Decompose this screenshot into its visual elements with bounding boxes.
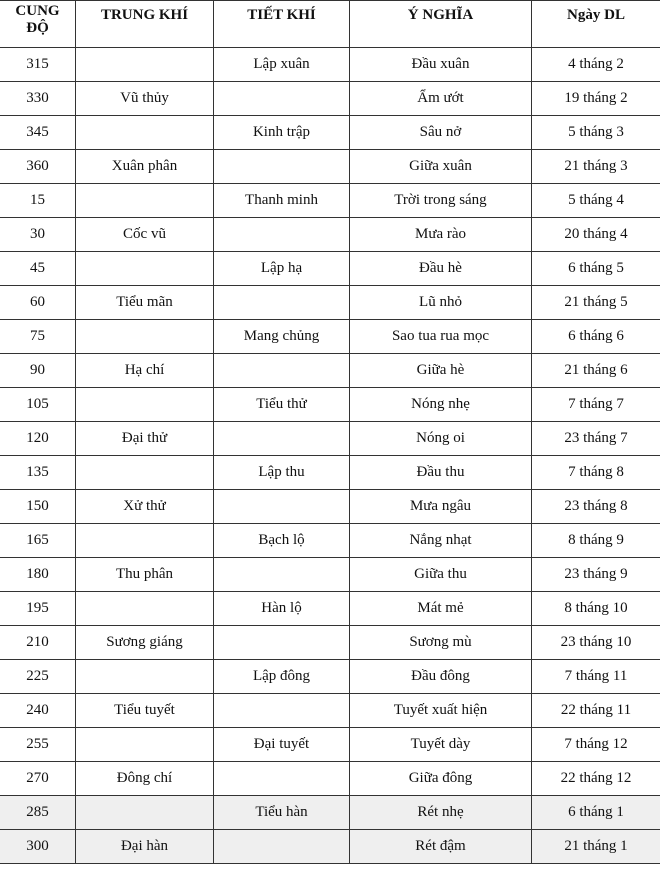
- cell-cung-do: 15: [0, 184, 76, 218]
- cell-y-nghia: Giữa hè: [350, 354, 532, 388]
- cell-y-nghia: Giữa xuân: [350, 150, 532, 184]
- cell-ngay-dl: 8 tháng 9: [532, 524, 660, 558]
- cell-ngay-dl: 22 tháng 11: [532, 694, 660, 728]
- cell-y-nghia: Đầu thu: [350, 456, 532, 490]
- cell-cung-do: 315: [0, 48, 76, 82]
- cell-tiet-khi: Đại tuyết: [214, 728, 350, 762]
- cell-tiet-khi: [214, 694, 350, 728]
- cell-ngay-dl: 21 tháng 5: [532, 286, 660, 320]
- cell-ngay-dl: 21 tháng 6: [532, 354, 660, 388]
- cell-tiet-khi: [214, 82, 350, 116]
- cell-cung-do: 75: [0, 320, 76, 354]
- header-cung-do-line2: ĐỘ: [26, 20, 49, 36]
- cell-trung-khi: Hạ chí: [76, 354, 214, 388]
- cell-cung-do: 105: [0, 388, 76, 422]
- cell-ngay-dl: 19 tháng 2: [532, 82, 660, 116]
- table-row: [0, 388, 660, 422]
- cell-cung-do: 150: [0, 490, 76, 524]
- table-row: [0, 728, 660, 762]
- cell-tiet-khi: Lập xuân: [214, 48, 350, 82]
- cell-trung-khi: Sương giáng: [76, 626, 214, 660]
- cell-y-nghia: Nóng oi: [350, 422, 532, 456]
- cell-tiet-khi: [214, 354, 350, 388]
- table-row: [0, 694, 660, 728]
- table-row: [0, 490, 660, 524]
- cell-tiet-khi: Kinh trập: [214, 116, 350, 150]
- cell-trung-khi: [76, 320, 214, 354]
- cell-tiet-khi: Mang chủng: [214, 320, 350, 354]
- table-row: [0, 762, 660, 796]
- cell-cung-do: 300: [0, 830, 76, 864]
- cell-ngay-dl: 23 tháng 10: [532, 626, 660, 660]
- cell-tiet-khi: Thanh minh: [214, 184, 350, 218]
- table-row: [0, 660, 660, 694]
- cell-cung-do: 360: [0, 150, 76, 184]
- cell-ngay-dl: 20 tháng 4: [532, 218, 660, 252]
- table-row: [0, 48, 660, 82]
- cell-tiet-khi: Lập thu: [214, 456, 350, 490]
- cell-cung-do: 45: [0, 252, 76, 286]
- cell-ngay-dl: 5 tháng 4: [532, 184, 660, 218]
- cell-ngay-dl: 7 tháng 7: [532, 388, 660, 422]
- cell-cung-do: 195: [0, 592, 76, 626]
- table-row: [0, 150, 660, 184]
- cell-cung-do: 30: [0, 218, 76, 252]
- cell-trung-khi: [76, 184, 214, 218]
- cell-cung-do: 165: [0, 524, 76, 558]
- cell-ngay-dl: 6 tháng 6: [532, 320, 660, 354]
- table-row: [0, 524, 660, 558]
- cell-tiet-khi: [214, 762, 350, 796]
- header-tiet-khi: TIẾT KHÍ: [214, 1, 350, 48]
- cell-trung-khi: Đại hàn: [76, 830, 214, 864]
- cell-y-nghia: Sâu nở: [350, 116, 532, 150]
- cell-trung-khi: [76, 456, 214, 490]
- cell-trung-khi: [76, 116, 214, 150]
- cell-trung-khi: [76, 728, 214, 762]
- cell-y-nghia: Rét đậm: [350, 830, 532, 864]
- cell-trung-khi: [76, 796, 214, 830]
- cell-tiet-khi: [214, 150, 350, 184]
- cell-trung-khi: [76, 524, 214, 558]
- cell-trung-khi: Tiểu mãn: [76, 286, 214, 320]
- cell-tiet-khi: Hàn lộ: [214, 592, 350, 626]
- cell-y-nghia: Rét nhẹ: [350, 796, 532, 830]
- cell-trung-khi: [76, 252, 214, 286]
- table-row: [0, 626, 660, 660]
- table-row: [0, 558, 660, 592]
- cell-y-nghia: Sao tua rua mọc: [350, 320, 532, 354]
- cell-y-nghia: Ẩm ướt: [350, 82, 532, 116]
- cell-tiet-khi: [214, 490, 350, 524]
- cell-cung-do: 135: [0, 456, 76, 490]
- cell-tiet-khi: [214, 830, 350, 864]
- cell-y-nghia: Nắng nhạt: [350, 524, 532, 558]
- cell-tiet-khi: Lập hạ: [214, 252, 350, 286]
- table-row: [0, 320, 660, 354]
- cell-y-nghia: Đầu đông: [350, 660, 532, 694]
- header-cung-do-line1: CUNG: [15, 3, 60, 19]
- table-row: [0, 354, 660, 388]
- cell-tiet-khi: Lập đông: [214, 660, 350, 694]
- table-row: [0, 184, 660, 218]
- cell-cung-do: 255: [0, 728, 76, 762]
- table-row: [0, 286, 660, 320]
- cell-trung-khi: Xuân phân: [76, 150, 214, 184]
- table-row: [0, 82, 660, 116]
- header-row: [0, 1, 660, 48]
- cell-trung-khi: [76, 660, 214, 694]
- cell-trung-khi: [76, 388, 214, 422]
- cell-cung-do: 180: [0, 558, 76, 592]
- cell-tiet-khi: Tiểu thử: [214, 388, 350, 422]
- table-row: [0, 116, 660, 150]
- header-ngay-dl: Ngày DL: [532, 1, 660, 48]
- cell-tiet-khi: [214, 558, 350, 592]
- cell-y-nghia: Trời trong sáng: [350, 184, 532, 218]
- cell-trung-khi: Cốc vũ: [76, 218, 214, 252]
- cell-ngay-dl: 7 tháng 12: [532, 728, 660, 762]
- cell-cung-do: 225: [0, 660, 76, 694]
- cell-y-nghia: Giữa thu: [350, 558, 532, 592]
- cell-y-nghia: Mưa ngâu: [350, 490, 532, 524]
- cell-trung-khi: Đại thử: [76, 422, 214, 456]
- cell-ngay-dl: 4 tháng 2: [532, 48, 660, 82]
- cell-ngay-dl: 21 tháng 1: [532, 830, 660, 864]
- cell-cung-do: 270: [0, 762, 76, 796]
- cell-y-nghia: Lũ nhỏ: [350, 286, 532, 320]
- table-row: [0, 422, 660, 456]
- cell-ngay-dl: 6 tháng 1: [532, 796, 660, 830]
- header-cung-do: [0, 1, 76, 48]
- cell-tiet-khi: Bạch lộ: [214, 524, 350, 558]
- cell-trung-khi: Thu phân: [76, 558, 214, 592]
- table-row: [0, 592, 660, 626]
- header-y-nghia: Ý NGHĨA: [350, 1, 532, 48]
- cell-tiet-khi: [214, 286, 350, 320]
- cell-tiet-khi: [214, 422, 350, 456]
- cell-cung-do: 285: [0, 796, 76, 830]
- cell-cung-do: 210: [0, 626, 76, 660]
- cell-ngay-dl: 23 tháng 7: [532, 422, 660, 456]
- table-row: [0, 456, 660, 490]
- cell-ngay-dl: 8 tháng 10: [532, 592, 660, 626]
- cell-y-nghia: Mát mẻ: [350, 592, 532, 626]
- table-row: [0, 218, 660, 252]
- cell-y-nghia: Giữa đông: [350, 762, 532, 796]
- cell-cung-do: 240: [0, 694, 76, 728]
- cell-ngay-dl: 21 tháng 3: [532, 150, 660, 184]
- cell-trung-khi: Đông chí: [76, 762, 214, 796]
- cell-cung-do: 90: [0, 354, 76, 388]
- cell-y-nghia: Nóng nhẹ: [350, 388, 532, 422]
- cell-y-nghia: Đầu xuân: [350, 48, 532, 82]
- cell-trung-khi: [76, 48, 214, 82]
- table-row: [0, 252, 660, 286]
- cell-cung-do: 345: [0, 116, 76, 150]
- cell-trung-khi: Tiểu tuyết: [76, 694, 214, 728]
- cell-y-nghia: Đầu hè: [350, 252, 532, 286]
- cell-cung-do: 60: [0, 286, 76, 320]
- cell-trung-khi: Xử thử: [76, 490, 214, 524]
- cell-tiet-khi: [214, 626, 350, 660]
- header-trung-khi: TRUNG KHÍ: [76, 1, 214, 48]
- cell-cung-do: 330: [0, 82, 76, 116]
- cell-y-nghia: Tuyết dày: [350, 728, 532, 762]
- cell-ngay-dl: 23 tháng 8: [532, 490, 660, 524]
- cell-y-nghia: Sương mù: [350, 626, 532, 660]
- cell-y-nghia: Tuyết xuất hiện: [350, 694, 532, 728]
- table-body: [0, 48, 660, 864]
- cell-tiet-khi: [214, 218, 350, 252]
- cell-ngay-dl: 7 tháng 8: [532, 456, 660, 490]
- cell-tiet-khi: Tiểu hàn: [214, 796, 350, 830]
- table-row: [0, 830, 660, 864]
- cell-cung-do: 120: [0, 422, 76, 456]
- table-row: [0, 796, 660, 830]
- cell-ngay-dl: 7 tháng 11: [532, 660, 660, 694]
- cell-y-nghia: Mưa rào: [350, 218, 532, 252]
- cell-trung-khi: [76, 592, 214, 626]
- cell-ngay-dl: 22 tháng 12: [532, 762, 660, 796]
- cell-ngay-dl: 23 tháng 9: [532, 558, 660, 592]
- cell-ngay-dl: 6 tháng 5: [532, 252, 660, 286]
- cell-ngay-dl: 5 tháng 3: [532, 116, 660, 150]
- cell-trung-khi: Vũ thủy: [76, 82, 214, 116]
